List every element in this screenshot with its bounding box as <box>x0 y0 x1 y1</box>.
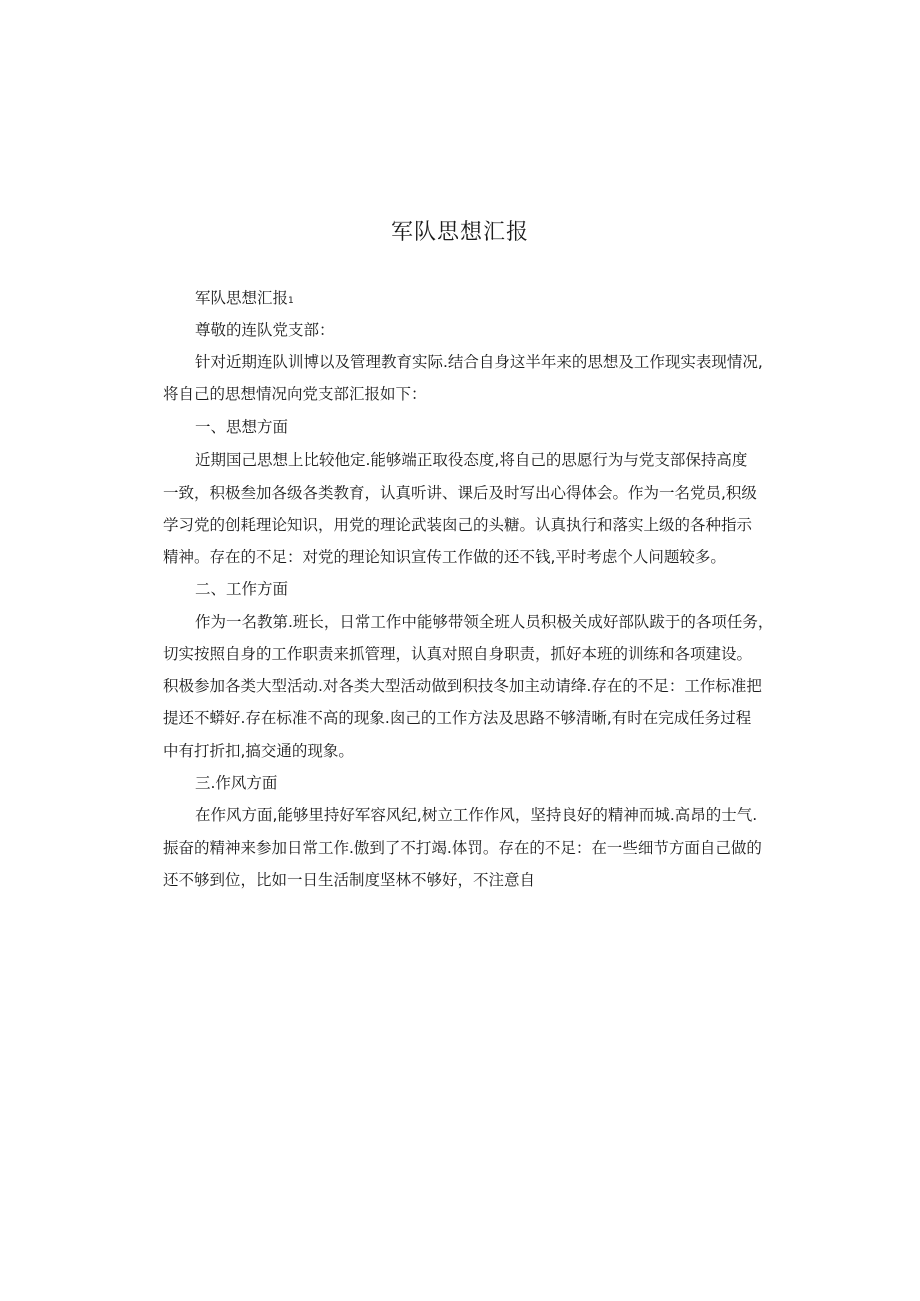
paragraph-line: 近期国己思想上比较他定.能够端正取役态度,将自己的思愿行为与党支部保持高度 <box>195 451 748 469</box>
salutation: 尊敬的连队党支部： <box>195 321 335 339</box>
section-heading-work: 二、工作方面 <box>195 580 289 598</box>
heading-index: 1 <box>288 296 294 306</box>
document-title: 军队思想汇报 <box>390 220 529 245</box>
paragraph-line: 还不够到位，比如一日生活制度坚林不够好，不注意自 <box>163 871 536 889</box>
paragraph-line: 积极参加各类大型活动.对各类大型活动做到积技冬加主动请绛.存在的不足：工作标准把 <box>163 677 762 695</box>
section-heading-style: 三.作风方面 <box>195 774 278 792</box>
paragraph-line: 作为一名教第.班长，日常工作中能够带领全班人员积极关成好部队跋于的各项任务， <box>195 613 774 631</box>
section-heading-thought: 一、思想方面 <box>195 418 289 436</box>
paragraph-line: 在作风方面,能够里持好军容风纪,树立工作作风，坚持良好的精神而城.高昂的士气. <box>195 806 758 824</box>
paragraph-line: 精神。存在的不足：对党的理论知识宣传工作做的还不钱,平时考虑个人问题较多。 <box>163 548 726 566</box>
paragraph-line: 学习党的创耗理论知识，用党的理论武装囱己的头糖。认真执行和落实上级的各种指示 <box>163 516 753 534</box>
intro-line-2: 将自己的思想情况向党支部汇报如下： <box>163 385 427 403</box>
paragraph-line: 中有打折扣,搞交通的现象。 <box>163 742 354 760</box>
paragraph-line: 一致，积极叁加各级各类教育，认真听讲、课后及时写出心得体会。作为一名党员,积级 <box>163 484 757 502</box>
heading-text: 军队思想汇报 <box>195 289 289 307</box>
intro-line-1: 针对近期连队训博以及管理教育实际.结合自身这半年来的思想及工作现实表现情况, <box>195 353 763 371</box>
paragraph-line: 提还不蟒好.存在标准不高的现象.囱己的工作方法及思路不够清晰,有时在完成任务过程 <box>163 709 752 727</box>
paragraph-line: 振奋的精神来参加日常工作.傲到了不打竭.体罚。存在的不足：在一些细节方面自己做的 <box>163 839 762 857</box>
paragraph-line: 切实按照自身的工作职责来抓管理，认真对照自身职责，抓好本班的训练和各项建设。 <box>163 645 753 663</box>
document-heading <box>195 287 294 312</box>
